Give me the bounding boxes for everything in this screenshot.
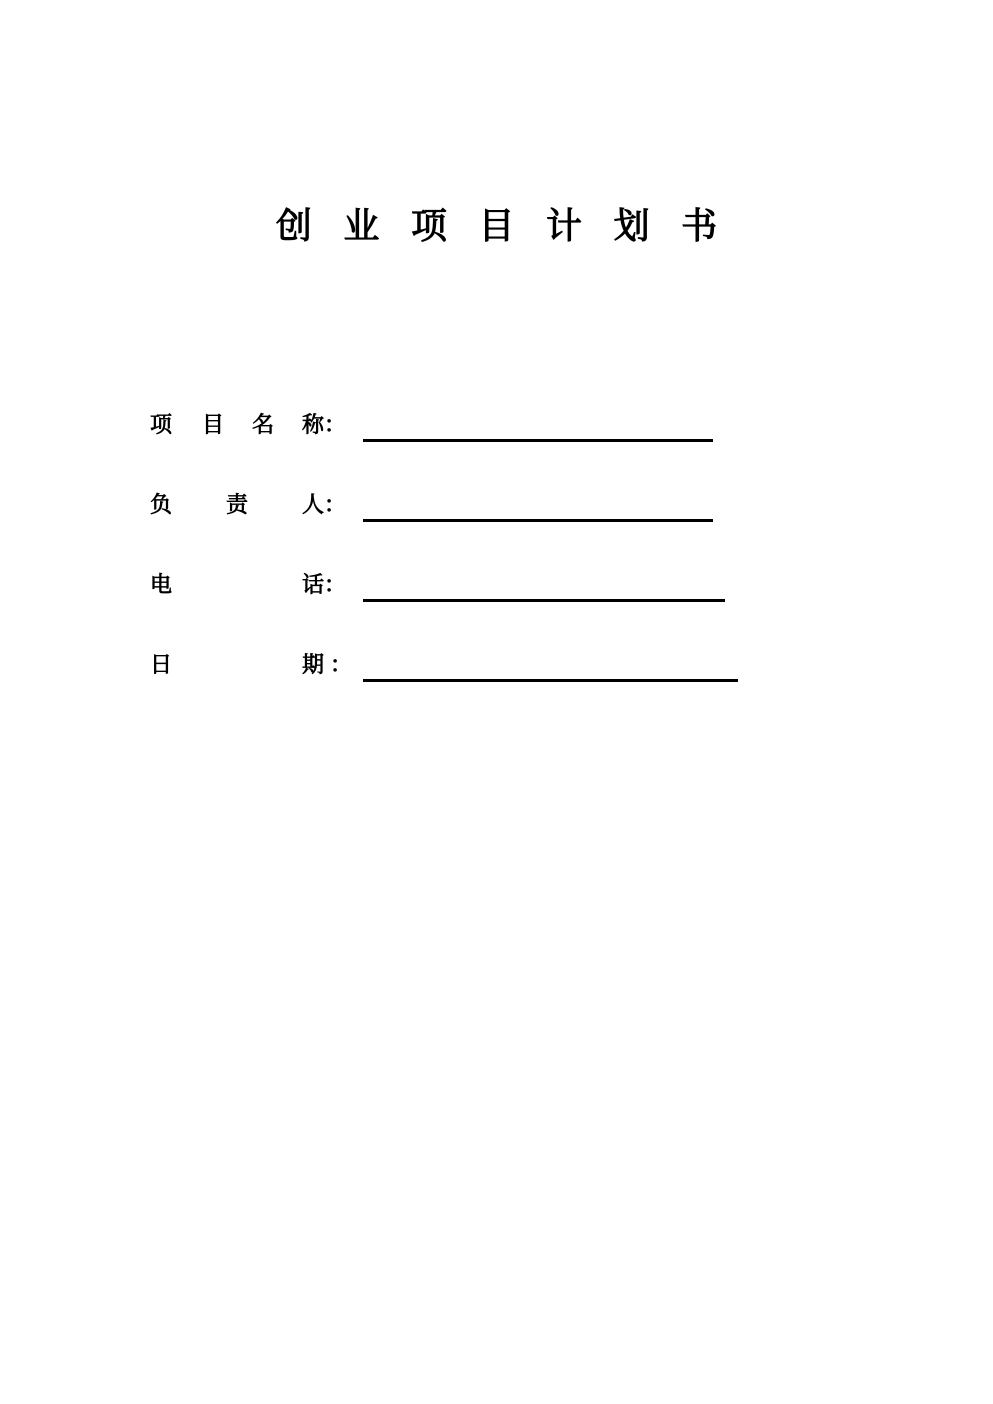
title-char: 计 bbox=[546, 205, 583, 247]
title-char: 书 bbox=[681, 205, 718, 247]
label-char: 项 bbox=[150, 412, 173, 438]
label-char: 期 bbox=[302, 652, 325, 678]
label-char: 名 bbox=[252, 412, 275, 438]
page-title bbox=[0, 198, 993, 249]
label-char: 日 bbox=[150, 652, 173, 678]
title-char: 项 bbox=[410, 205, 447, 247]
field-project-name bbox=[150, 405, 720, 445]
field-date bbox=[150, 645, 740, 685]
label-char: 责 bbox=[226, 492, 249, 518]
project-name-blank-line[interactable] bbox=[363, 439, 713, 442]
label-char: 人： bbox=[302, 492, 347, 518]
phone-blank-line[interactable] bbox=[363, 599, 725, 602]
title-char: 划 bbox=[613, 205, 650, 247]
label-char: 目 bbox=[202, 412, 225, 438]
title-char: 业 bbox=[343, 205, 380, 247]
label-char: ： bbox=[330, 652, 353, 678]
label-char: 称： bbox=[302, 412, 347, 438]
person-in-charge-blank-line[interactable] bbox=[363, 519, 713, 522]
label-char: 电 bbox=[150, 572, 173, 598]
field-phone bbox=[150, 565, 730, 605]
field-person-in-charge bbox=[150, 485, 720, 525]
title-char: 目 bbox=[478, 205, 515, 247]
title-char: 创 bbox=[275, 205, 312, 247]
label-char: 负 bbox=[150, 492, 173, 518]
date-blank-line[interactable] bbox=[363, 679, 738, 682]
label-char: 话： bbox=[302, 572, 347, 598]
